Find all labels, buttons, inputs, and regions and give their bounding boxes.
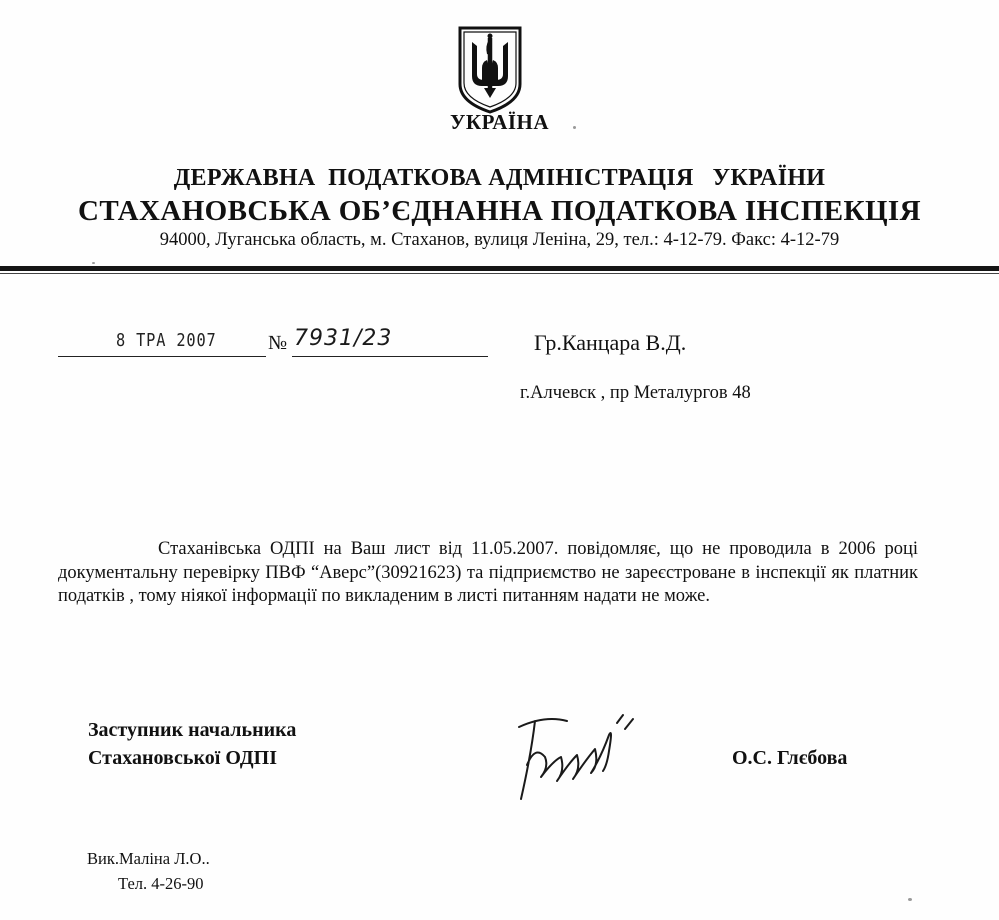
number-label: № (268, 332, 288, 354)
scan-speck (92, 262, 95, 264)
country-title: УКРАЇНА (449, 110, 550, 134)
signer-title-line1: Заступник начальника (88, 719, 297, 741)
letter-date: 8 ТРА 2007 (116, 330, 217, 351)
scan-speck (908, 898, 912, 901)
scan-speck (573, 126, 576, 129)
header-divider-thick (0, 266, 999, 271)
letter-number: 7931/23 (294, 326, 393, 351)
executor-name: Вик.Маліна Л.О.. (87, 849, 210, 868)
letter-body: Стаханівська ОДПІ на Ваш лист від 11.05.2007. повідомляє, що не проводила в 2006 році документальну перевірку ПВФ “Аверс”(30921623) та підприємство не зареєстроване в інспекції як платник податків , тому ніякої інформації по викладеним в листі питанням надати не може. (58, 539, 918, 606)
trident-coat-of-arms-icon (456, 24, 524, 114)
organization-name-line2: СТАХАНОВСЬКА ОБ’ЄДНАННА ПОДАТКОВА ІНСПЕКЦІЯ (78, 195, 921, 227)
executor-phone: Тел. 4-26-90 (118, 874, 204, 893)
recipient-name: Гр.Канцара В.Д. (534, 330, 687, 355)
handwritten-signature (505, 705, 645, 810)
number-underline (292, 356, 488, 357)
organization-address: 94000, Луганська область, м. Стаханов, вулиця Леніна, 29, тел.: 4-12-79. Факс: 4-12-79 (159, 230, 840, 250)
header-divider-thin (0, 273, 999, 274)
organization-name-line1: ДЕРЖАВНА ПОДАТКОВА АДМІНІСТРАЦІЯ УКРАЇНИ (173, 165, 826, 191)
signer-title-line2: Стахановської ОДПІ (88, 747, 277, 769)
recipient-address: г.Алчевск , пр Металургов 48 (520, 383, 751, 403)
signer-name: О.С. Глєбова (732, 747, 848, 769)
date-underline (58, 356, 266, 357)
